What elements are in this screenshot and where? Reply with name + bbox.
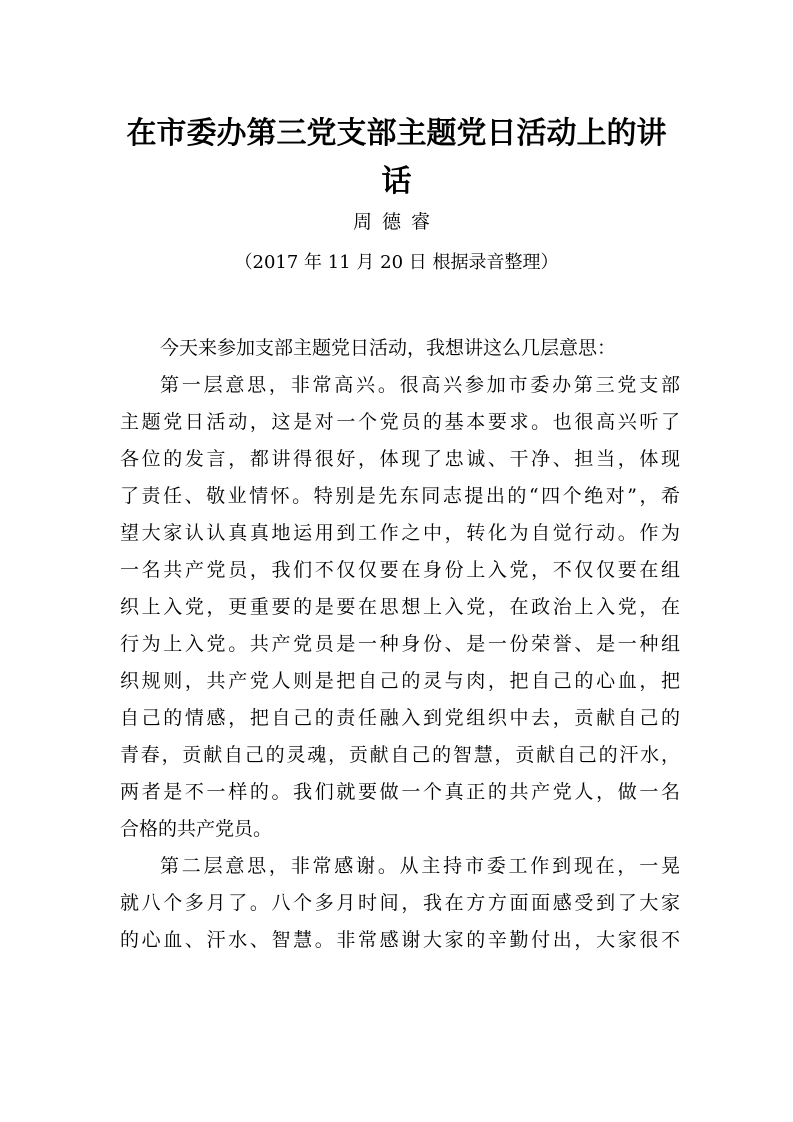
author-name: 周德睿 [352,211,440,233]
paragraph-2-line-5: 望大家认认真真地运用到工作之中，转化为自觉行动。作为 [120,522,680,544]
document-body [120,330,680,959]
title-line-2: 话 [381,164,412,199]
paragraph-2-line-10: 自己的情感，把自己的责任融入到党组织中去，贡献自己的 [120,707,680,729]
paragraph-2-line-1: 第一层意思，非常高兴。很高兴参加市委办第三党支部 [160,374,680,396]
paragraph-2-line-2: 主题党日活动，这是对一个党员的基本要求。也很高兴听了 [120,411,680,433]
paragraph-2-line-8: 行为上入党。共产党员是一种身份、是一份荣誉、是一种组 [120,633,680,655]
paragraph-3-line-1: 第二层意思，非常感谢。从主持市委工作到现在，一晃 [160,855,680,877]
paragraph-2-line-12: 两者是不一样的。我们就要做一个真正的共产党人，做一名 [120,781,680,803]
paragraph-3-line-2: 就八个多月了。八个多月时间，我在方方面面感受到了大家 [120,892,680,914]
paragraph-2-line-9: 织规则，共产党人则是把自己的灵与肉，把自己的心血，把 [120,670,680,692]
document-title [120,110,673,206]
dateline: （2017 年 11 月 20 日 根据录音整理） [234,252,559,273]
paragraph-1-line-1: 今天来参加支部主题党日活动，我想讲这么几层意思： [160,337,617,359]
paragraph-2-line-7: 织上入党，更重要的是要在思想上入党，在政治上入党，在 [120,596,680,618]
paragraph-2-line-4: 了责任、敬业情怀。特别是先东同志提出的“四个绝对”，希 [120,485,680,507]
paragraph-2-line-11: 青春，贡献自己的灵魂，贡献自己的智慧，贡献自己的汗水， [120,744,680,766]
paragraph-3-line-3: 的心血、汗水、智慧。非常感谢大家的辛勤付出，大家很不 [120,929,680,951]
paragraph-2-line-13: 合格的共产党员。 [120,818,273,840]
paragraph-2-line-6: 一名共产党员，我们不仅仅要在身份上入党，不仅仅要在组 [120,559,680,581]
title-line-1: 在市委办第三党支部主题党日活动上的讲 [126,116,667,151]
paragraph-2-line-3: 各位的发言，都讲得很好，体现了忠诚、干净、担当，体现 [120,448,680,470]
